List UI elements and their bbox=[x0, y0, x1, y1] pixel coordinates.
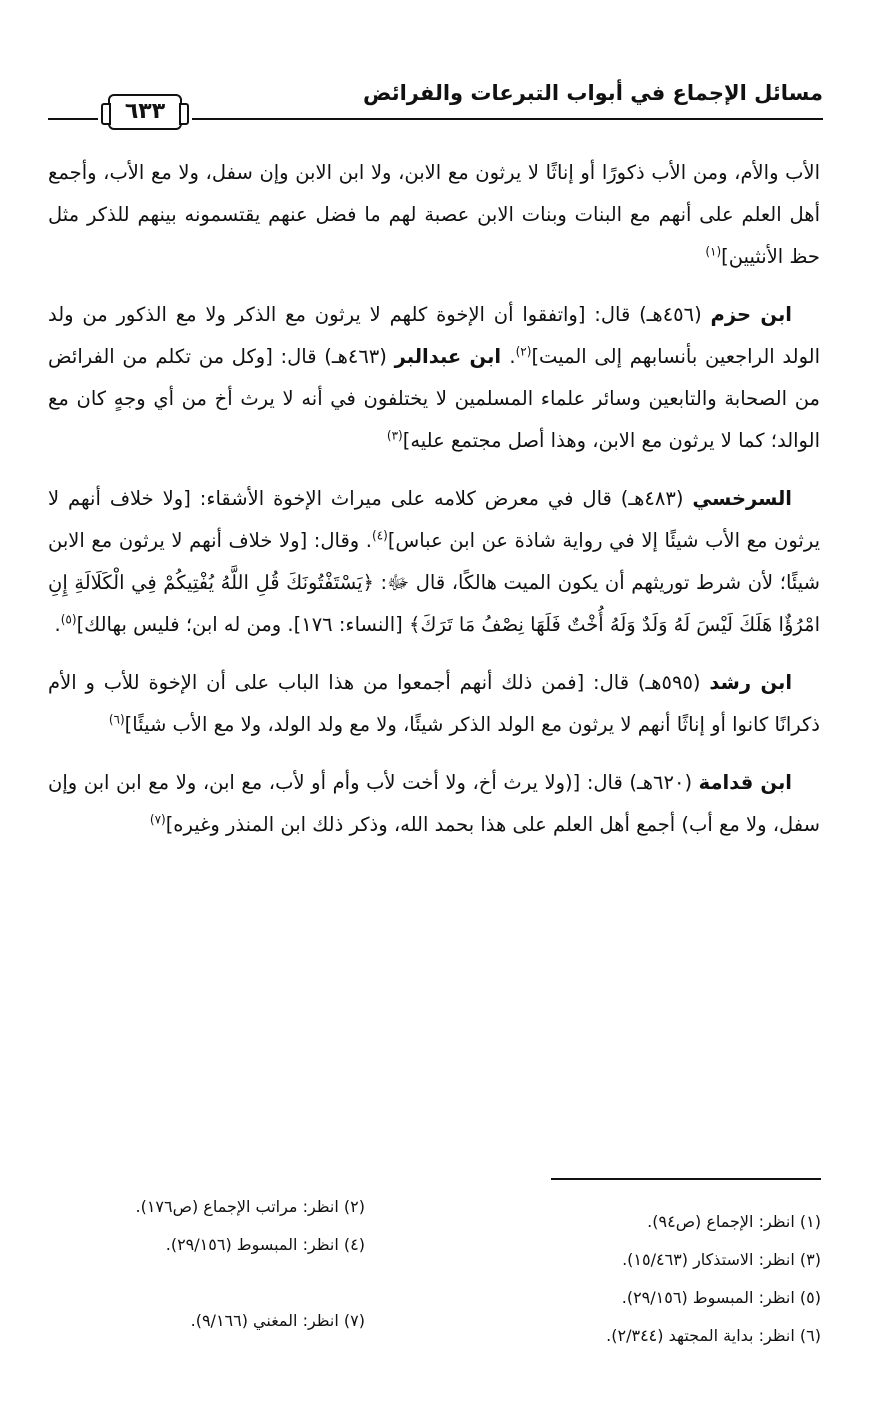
verse-citation: [النساء: ١٧٦]. ومن له ابن؛ فليس بهالك] bbox=[76, 613, 409, 636]
page-number-ornament bbox=[98, 90, 192, 134]
paragraph-text: الأب والأم، ومن الأب ذكورًا أو إناثًا لا يرثون مع الابن، ولا ابن الابن وإن سفل، ولا مع الأب، وأجمع أهل العلم على أنهم مع البنات وبنات الابن عصبة لهم ما فضل عنهم يقتسمونه بينهم للذكر مثل حظ الأنثيين] bbox=[48, 161, 820, 268]
footnote-ref: (٤) bbox=[372, 528, 388, 543]
footnote-3: (٣) انظر: الاستذكار (١٥/٤٦٣). bbox=[622, 1250, 821, 1269]
paragraph-1 bbox=[48, 152, 820, 278]
footnote-ref: (٥) bbox=[60, 612, 77, 627]
paragraph-text: (٦٢٠هـ) قال: [(ولا يرث أخ، ولا أخت لأب وأم أو لأب، مع ابن، ولا مع ابن ابن وإن سفل، ولا مع أب) أجمع أهل العلم على هذا بحمد الله، وذكر ذلك ابن المنذر وغيره] bbox=[48, 771, 820, 836]
running-header-title: مسائل الإجماع في أبواب التبرعات والفرائض bbox=[363, 81, 823, 105]
scholar-name: السرخسي bbox=[692, 487, 792, 510]
footnote-ref: (٣) bbox=[386, 428, 403, 443]
footnote-spacer bbox=[45, 1264, 365, 1302]
paragraph-text: (٤٥٦هـ) قال: [واتفقوا أن الإخوة كلهم لا يرثون مع الذكر ولا مع الذكور من ولد الولد الراجعين بأنسابهم إلى الميت] bbox=[48, 303, 821, 368]
footnote-ref: (٧) bbox=[149, 812, 166, 827]
paragraph-text: . وقال: [ولا خلاف أنهم لا يرثون مع الابن شيئًا؛ لأن شرط توريثهم أن يكون الميت هالكًا، قال ﷻ: bbox=[48, 529, 820, 594]
footnote-6: (٦) انظر: بداية المجتهد (٢/٣٤٤). bbox=[606, 1326, 821, 1345]
scholar-name: ابن رشد bbox=[709, 671, 793, 694]
footnote-ref: (١) bbox=[705, 244, 722, 259]
scholar-name: ابن حزم bbox=[710, 303, 792, 326]
footnote-ref: (٢) bbox=[515, 344, 532, 359]
scholar-name: ابن قدامة bbox=[698, 771, 792, 794]
footnote-1: (١) انظر: الإجماع (ص٩٤). bbox=[647, 1212, 821, 1231]
footnote-7: (٧) انظر: المغني (٩/١٦٦). bbox=[190, 1311, 365, 1330]
main-text bbox=[48, 152, 820, 862]
quran-verse: ﴿يَسْتَفْتُونَكَ قُلِ اللَّهُ يُفْتِيكُمْ فِي الْكَلَالَةِ إِنِ امْرُؤٌا هَلَكَ لَيْسَ لَهُ وَلَدٌ وَلَهُ أُخْتٌ فَلَهَا نِصْفُ مَا تَرَكَ﴾ bbox=[48, 571, 820, 636]
paragraph-2 bbox=[48, 294, 820, 462]
footnote-rule bbox=[551, 1178, 821, 1180]
footnotes-right-column bbox=[491, 1203, 821, 1355]
end-dot: . bbox=[54, 613, 61, 636]
footnote-ref: (٦) bbox=[108, 712, 125, 727]
footnote-4: (٤) انظر: المبسوط (٢٩/١٥٦). bbox=[165, 1235, 365, 1254]
footnotes-left-column bbox=[45, 1188, 365, 1340]
footnote-2: (٢) انظر: مراتب الإجماع (ص١٧٦). bbox=[135, 1197, 365, 1216]
paragraph-3 bbox=[48, 478, 820, 646]
page-number: ٦٣٣ bbox=[124, 99, 166, 124]
separator-dot: . bbox=[509, 345, 516, 368]
paragraph-4 bbox=[48, 662, 820, 746]
paragraph-text: (٤٨٣هـ) قال في معرض كلامه على ميراث الإخوة الأشقاء: [ولا خلاف أنهم لا يرثون مع الأب شيئًا إلا في رواية شاذة عن ابن عباس] bbox=[48, 487, 821, 552]
footnote-5: (٥) انظر: المبسوط (٢٩/١٥٦). bbox=[621, 1288, 821, 1307]
paragraph-5 bbox=[48, 762, 820, 846]
paragraph-text: (٤٦٣هـ) قال: [وكل من تكلم من الفرائض من الصحابة والتابعين وسائر علماء المسلمين لا يختلفون في أنه لا يرث أخ من أي وجهٍ كان مع الوالد؛ كما لا يرثون مع الابن، وهذا أصل مجتمع عليه] bbox=[48, 345, 820, 452]
scholar-name: ابن عبدالبر bbox=[394, 345, 510, 368]
paragraph-text: (٥٩٥هـ) قال: [فمن ذلك أنهم أجمعوا من هذا الباب على أن الإخوة للأب و الأم ذكرانًا كانوا أو إناثًا أنهم لا يرثون مع الولد الذكر شيئًا، ولا مع ولد الولد، ولا مع الأب شيئًا] bbox=[48, 671, 820, 736]
